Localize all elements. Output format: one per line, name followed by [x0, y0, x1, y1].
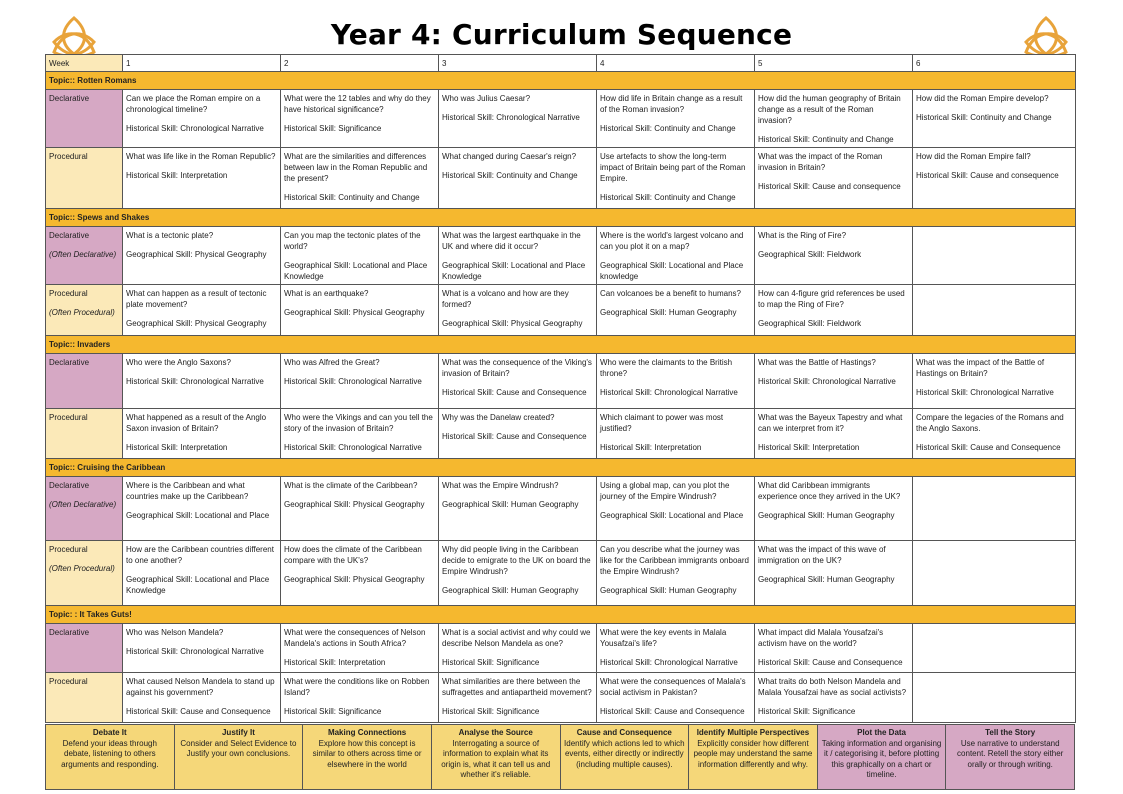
lesson-cell — [597, 227, 755, 285]
lesson-question: What is a social activist and why could we describe Nelson Mandela as one? — [442, 628, 591, 648]
skill-title: Tell the Story — [985, 728, 1036, 737]
topic-title: Topic:: Rotten Romans — [46, 72, 1076, 90]
topic-header-row — [46, 606, 1076, 624]
lesson-cell — [913, 354, 1076, 409]
skill-description: Consider and Select Evidence to Justify your own conclusions. — [180, 738, 297, 758]
row-type-label — [46, 624, 123, 673]
lesson-question: What were the consequences of Malala's social activism in Pakistan? — [600, 677, 746, 697]
procedural-row — [46, 409, 1076, 459]
lesson-question: Where is the Caribbean and what countries make up the Caribbean? — [126, 481, 249, 501]
lesson-cell — [755, 477, 913, 541]
lesson-skill: Historical Skill: Significance — [442, 707, 540, 716]
lesson-cell — [123, 148, 281, 209]
lesson-cell — [439, 227, 597, 285]
week-header-row — [46, 55, 1076, 72]
lesson-skill: Historical Skill: Cause and Consequence — [916, 443, 1061, 452]
lesson-question: What was the impact of the Roman invasion in Britain? — [758, 152, 883, 172]
skill-description: Use narrative to understand content. Retell the story either orally or through writing. — [957, 738, 1064, 769]
skill-title: Plot the Data — [857, 728, 907, 737]
lesson-question: What similarities are there between the suffragettes and antiapartheid movement? — [442, 677, 592, 697]
lesson-cell — [597, 541, 755, 606]
lesson-cell — [123, 285, 281, 336]
row-type-note: (Often Declarative) — [49, 500, 117, 509]
week-number: 5 — [755, 55, 913, 72]
lesson-skill: Geographical Skill: Locational and Place — [600, 511, 744, 520]
lesson-skill: Geographical Skill: Physical Geography — [284, 500, 425, 509]
row-type-name: Procedural — [49, 289, 88, 298]
skill-title: Debate It — [92, 728, 127, 737]
lesson-cell — [913, 90, 1076, 148]
lesson-cell — [597, 624, 755, 673]
skill-title: Justify It — [221, 728, 255, 737]
lesson-skill: Historical Skill: Chronological Narrative — [126, 124, 264, 133]
lesson-skill: Historical Skill: Continuity and Change — [758, 135, 894, 144]
lesson-cell — [123, 477, 281, 541]
lesson-question: What is a tectonic plate? — [126, 231, 214, 240]
lesson-skill: Geographical Skill: Physical Geography — [284, 575, 425, 584]
lesson-cell — [123, 227, 281, 285]
lesson-skill: Historical Skill: Interpretation — [600, 443, 702, 452]
lesson-question: What changed during Caesar's reign? — [442, 152, 577, 161]
row-type-label — [46, 541, 123, 606]
lesson-question: Can you describe what the journey was like for the Caribbean immigrants onboard the Empire Windrush? — [600, 545, 749, 576]
lesson-question: What did Caribbean immigrants experience once they arrived in the UK? — [758, 481, 901, 501]
lesson-question: Who were the Anglo Saxons? — [126, 358, 231, 367]
lesson-skill: Historical Skill: Significance — [442, 658, 540, 667]
lesson-cell — [281, 354, 439, 409]
lesson-question: Who was Nelson Mandela? — [126, 628, 224, 637]
lesson-question: What is the Ring of Fire? — [758, 231, 847, 240]
lesson-skill: Geographical Skill: Fieldwork — [758, 250, 862, 259]
week-number: 6 — [913, 55, 1076, 72]
lesson-skill: Historical Skill: Continuity and Change — [600, 193, 736, 202]
skill-key-cell — [303, 725, 432, 790]
skill-key-cell — [431, 725, 560, 790]
lesson-question: What was the impact of the Battle of Hastings on Britain? — [916, 358, 1045, 378]
skill-title: Analyse the Source — [458, 728, 533, 737]
row-type-name: Declarative — [49, 358, 90, 367]
skill-title: Identify Multiple Perspectives — [696, 728, 810, 737]
curriculum-table — [45, 54, 1076, 723]
lesson-cell — [439, 477, 597, 541]
lesson-skill: Historical Skill: Cause and Consequence — [442, 432, 587, 441]
lesson-cell — [597, 673, 755, 723]
lesson-cell — [597, 148, 755, 209]
lesson-question: What was the Empire Windrush? — [442, 481, 559, 490]
lesson-cell — [913, 409, 1076, 459]
lesson-skill: Historical Skill: Cause and Consequence — [600, 707, 745, 716]
skill-key-cell — [174, 725, 303, 790]
lesson-question: What happened as a result of the Anglo Saxon invasion of Britain? — [126, 413, 267, 433]
skill-key-cell — [817, 725, 946, 790]
row-type-label — [46, 148, 123, 209]
lesson-question: What was the Bayeux Tapestry and what can we interpret from it? — [758, 413, 903, 433]
declarative-row — [46, 624, 1076, 673]
row-type-name: Procedural — [49, 152, 88, 161]
lesson-cell — [755, 285, 913, 336]
lesson-question: What is the climate of the Caribbean? — [284, 481, 418, 490]
declarative-row — [46, 477, 1076, 541]
lesson-cell — [123, 409, 281, 459]
lesson-cell — [281, 148, 439, 209]
lesson-cell — [123, 624, 281, 673]
week-number: 2 — [281, 55, 439, 72]
lesson-cell — [439, 624, 597, 673]
lesson-skill: Historical Skill: Interpretation — [126, 443, 228, 452]
skill-key-cell — [689, 725, 818, 790]
lesson-cell — [913, 285, 1076, 336]
lesson-cell — [439, 541, 597, 606]
lesson-skill: Geographical Skill: Physical Geography — [126, 250, 267, 259]
lesson-cell — [755, 673, 913, 723]
lesson-skill: Historical Skill: Chronological Narrative — [126, 377, 264, 386]
lesson-skill: Geographical Skill: Locational and Place — [126, 511, 270, 520]
lesson-question: How did the human geography of Britain change as a result of the Roman invasion? — [758, 94, 901, 125]
skill-description: Explore how this concept is similar to others across time or elsewhere in the world — [312, 738, 422, 769]
lesson-question: What was the consequence of the Viking's invasion of Britain? — [442, 358, 592, 378]
skill-key-cell — [46, 725, 175, 790]
row-type-note: (Often Declarative) — [49, 250, 117, 259]
lesson-cell — [123, 354, 281, 409]
lesson-skill: Historical Skill: Interpretation — [758, 443, 860, 452]
week-number: 3 — [439, 55, 597, 72]
lesson-skill: Geographical Skill: Physical Geography — [442, 319, 583, 328]
week-label: Week — [46, 55, 123, 72]
lesson-skill: Historical Skill: Interpretation — [284, 658, 386, 667]
lesson-cell — [597, 477, 755, 541]
week-number: 1 — [123, 55, 281, 72]
lesson-question: Can volcanoes be a benefit to humans? — [600, 289, 741, 298]
skill-description: Taking information and organising it / categorising it, before plotting this graphically on a chart or timeline. — [821, 738, 942, 779]
lesson-cell — [913, 148, 1076, 209]
skill-description: Explicitly consider how different people may understand the same information differently and why. — [693, 738, 813, 769]
lesson-skill: Geographical Skill: Locational and Place knowledge — [600, 261, 744, 281]
lesson-cell — [755, 354, 913, 409]
topic-title: Topic: : It Takes Guts! — [46, 606, 1076, 624]
declarative-row — [46, 227, 1076, 285]
row-type-name: Procedural — [49, 413, 88, 422]
lesson-cell — [281, 285, 439, 336]
lesson-cell — [755, 624, 913, 673]
week-number: 4 — [597, 55, 755, 72]
lesson-skill: Geographical Skill: Locational and Place Knowledge — [442, 261, 586, 281]
lesson-question: Can we place the Roman empire on a chronological timeline? — [126, 94, 261, 114]
skill-key-cell — [946, 725, 1075, 790]
lesson-question: What caused Nelson Mandela to stand up against his government? — [126, 677, 275, 697]
row-type-label — [46, 409, 123, 459]
lesson-skill: Historical Skill: Chronological Narrative — [916, 388, 1054, 397]
lesson-question: What is an earthquake? — [284, 289, 369, 298]
lesson-skill: Historical Skill: Significance — [284, 707, 382, 716]
lesson-question: What was the impact of this wave of immigration on the UK? — [758, 545, 886, 565]
declarative-row — [46, 90, 1076, 148]
lesson-question: How are the Caribbean countries different to one another? — [126, 545, 274, 565]
lesson-question: How does the climate of the Caribbean compare with the UK's? — [284, 545, 422, 565]
lesson-skill: Historical Skill: Continuity and Change — [442, 171, 578, 180]
lesson-cell — [281, 624, 439, 673]
lesson-question: Using a global map, can you plot the journey of the Empire Windrush? — [600, 481, 730, 501]
lesson-cell — [123, 90, 281, 148]
row-type-note: (Often Procedural) — [49, 308, 115, 317]
lesson-skill: Historical Skill: Continuity and Change — [916, 113, 1052, 122]
lesson-cell — [755, 90, 913, 148]
lesson-cell — [439, 90, 597, 148]
lesson-skill: Historical Skill: Continuity and Change — [284, 193, 420, 202]
skill-title: Cause and Consequence — [576, 728, 672, 737]
lesson-question: What were the consequences of Nelson Mandela's actions in South Africa? — [284, 628, 426, 648]
lesson-skill: Historical Skill: Significance — [284, 124, 382, 133]
row-type-label — [46, 285, 123, 336]
lesson-question: What traits do both Nelson Mandela and Malala Yousafzai have as social activists? — [758, 677, 907, 697]
lesson-skill: Geographical Skill: Human Geography — [442, 500, 579, 509]
row-type-name: Procedural — [49, 545, 88, 554]
lesson-skill: Geographical Skill: Physical Geography — [284, 308, 425, 317]
lesson-cell — [281, 477, 439, 541]
lesson-skill: Geographical Skill: Human Geography — [758, 575, 895, 584]
skill-title: Making Connections — [327, 728, 407, 737]
lesson-skill: Historical Skill: Chronological Narrative — [126, 647, 264, 656]
lesson-cell — [123, 541, 281, 606]
lesson-question: Use artefacts to show the long-term impact of Britain being part of the Roman Empire. — [600, 152, 746, 183]
lesson-skill: Geographical Skill: Human Geography — [600, 586, 737, 595]
declarative-row — [46, 354, 1076, 409]
procedural-row — [46, 673, 1076, 723]
skills-row — [46, 725, 1075, 790]
lesson-question: How did the Roman Empire develop? — [916, 94, 1049, 103]
lesson-question: What were the conditions like on Robben Island? — [284, 677, 430, 697]
topic-header-row — [46, 209, 1076, 227]
lesson-question: Who was Julius Caesar? — [442, 94, 531, 103]
lesson-skill: Geographical Skill: Human Geography — [758, 511, 895, 520]
lesson-skill: Geographical Skill: Physical Geography — [126, 319, 267, 328]
lesson-skill: Historical Skill: Chronological Narrative — [284, 443, 422, 452]
lesson-cell — [755, 541, 913, 606]
lesson-cell — [597, 90, 755, 148]
skill-description: Defend your ideas through debate, listening to others arguments and responding. — [61, 738, 159, 769]
lesson-skill: Historical Skill: Cause and Consequence — [126, 707, 271, 716]
lesson-question: Why did people living in the Caribbean decide to emigrate to the UK on board the Empire Windrush? — [442, 545, 591, 576]
procedural-row — [46, 285, 1076, 336]
lesson-cell — [439, 285, 597, 336]
lesson-question: Who were the claimants to the British throne? — [600, 358, 733, 378]
lesson-skill: Historical Skill: Chronological Narrative — [442, 113, 580, 122]
lesson-skill: Historical Skill: Chronological Narrative — [758, 377, 896, 386]
skill-key-cell — [560, 725, 689, 790]
lesson-question: How can 4-figure grid references be used to map the Ring of Fire? — [758, 289, 905, 309]
lesson-cell — [913, 673, 1076, 723]
lesson-question: What is a volcano and how are they formed? — [442, 289, 569, 309]
lesson-question: What was the largest earthquake in the UK and where did it occur? — [442, 231, 581, 251]
lesson-cell — [439, 673, 597, 723]
topic-header-row — [46, 459, 1076, 477]
topic-header-row — [46, 336, 1076, 354]
procedural-row — [46, 148, 1076, 209]
row-type-note: (Often Procedural) — [49, 564, 115, 573]
lesson-cell — [439, 148, 597, 209]
lesson-question: Why was the Danelaw created? — [442, 413, 555, 422]
lesson-cell — [281, 227, 439, 285]
skill-description: Interrogating a source of information to explain what its origin is, what it can tell us and whether it's reliable. — [441, 738, 551, 779]
lesson-skill: Historical Skill: Cause and consequence — [916, 171, 1059, 180]
lesson-skill: Geographical Skill: Fieldwork — [758, 319, 862, 328]
lesson-cell — [913, 227, 1076, 285]
lesson-skill: Geographical Skill: Human Geography — [600, 308, 737, 317]
lesson-question: Where is the world's largest volcano and can you plot it on a map? — [600, 231, 744, 251]
skill-description: Identify which actions led to which events, either directly or indirectly (including multiple causes). — [564, 738, 685, 769]
lesson-skill: Historical Skill: Interpretation — [126, 171, 228, 180]
page-title: Year 4: Curriculum Sequence — [330, 18, 793, 51]
lesson-skill: Geographical Skill: Locational and Place Knowledge — [126, 575, 270, 595]
lesson-question: What was the Battle of Hastings? — [758, 358, 876, 367]
topic-title: Topic:: Spews and Shakes — [46, 209, 1076, 227]
row-type-name: Declarative — [49, 628, 90, 637]
row-type-label — [46, 227, 123, 285]
lesson-question: Can you map the tectonic plates of the world? — [284, 231, 421, 251]
lesson-question: What was life like in the Roman Republic? — [126, 152, 276, 161]
lesson-skill: Historical Skill: Chronological Narrative — [600, 388, 738, 397]
row-type-name: Declarative — [49, 231, 90, 240]
topic-header-row — [46, 72, 1076, 90]
lesson-question: What are the similarities and differences between law in the Roman Republic and the present? — [284, 152, 428, 183]
lesson-skill: Historical Skill: Chronological Narrative — [600, 658, 738, 667]
lesson-cell — [755, 409, 913, 459]
procedural-row — [46, 541, 1076, 606]
row-type-name: Declarative — [49, 94, 90, 103]
lesson-question: What impact did Malala Yousafzai's activism have on the world? — [758, 628, 884, 648]
lesson-cell — [913, 624, 1076, 673]
lesson-cell — [281, 409, 439, 459]
lesson-question: What can happen as a result of tectonic plate movement? — [126, 289, 267, 309]
topic-title: Topic:: Cruising the Caribbean — [46, 459, 1076, 477]
lesson-cell — [913, 541, 1076, 606]
lesson-cell — [597, 354, 755, 409]
lesson-question: Compare the legacies of the Romans and the Anglo Saxons. — [916, 413, 1064, 433]
lesson-question: Who were the Vikings and can you tell the story of the invasion of Britain? — [284, 413, 433, 433]
topic-title: Topic:: Invaders — [46, 336, 1076, 354]
lesson-question: What were the key events in Malala Yousafzai's life? — [600, 628, 727, 648]
lesson-question: Which claimant to power was most justified? — [600, 413, 724, 433]
lesson-question: How did the Roman Empire fall? — [916, 152, 1031, 161]
lesson-skill: Historical Skill: Cause and consequence — [758, 182, 901, 191]
lesson-cell — [439, 354, 597, 409]
lesson-cell — [439, 409, 597, 459]
lesson-cell — [755, 227, 913, 285]
row-type-label — [46, 673, 123, 723]
row-type-name: Procedural — [49, 677, 88, 686]
lesson-cell — [913, 477, 1076, 541]
lesson-cell — [281, 673, 439, 723]
row-type-name: Declarative — [49, 481, 90, 490]
skills-key-table — [45, 724, 1075, 790]
lesson-skill: Geographical Skill: Locational and Place Knowledge — [284, 261, 428, 281]
row-type-label — [46, 90, 123, 148]
lesson-skill: Historical Skill: Significance — [758, 707, 856, 716]
lesson-question: Who was Alfred the Great? — [284, 358, 380, 367]
lesson-cell — [597, 409, 755, 459]
lesson-skill: Historical Skill: Cause and Consequence — [442, 388, 587, 397]
lesson-cell — [597, 285, 755, 336]
lesson-cell — [281, 541, 439, 606]
lesson-skill: Historical Skill: Chronological Narrative — [284, 377, 422, 386]
row-type-label — [46, 354, 123, 409]
row-type-label — [46, 477, 123, 541]
lesson-question: How did life in Britain change as a result of the Roman invasion? — [600, 94, 743, 114]
lesson-skill: Geographical Skill: Human Geography — [442, 586, 579, 595]
lesson-skill: Historical Skill: Cause and Consequence — [758, 658, 903, 667]
lesson-cell — [123, 673, 281, 723]
lesson-question: What were the 12 tables and why do they have historical significance? — [284, 94, 431, 114]
lesson-cell — [281, 90, 439, 148]
lesson-skill: Historical Skill: Continuity and Change — [600, 124, 736, 133]
lesson-cell — [755, 148, 913, 209]
